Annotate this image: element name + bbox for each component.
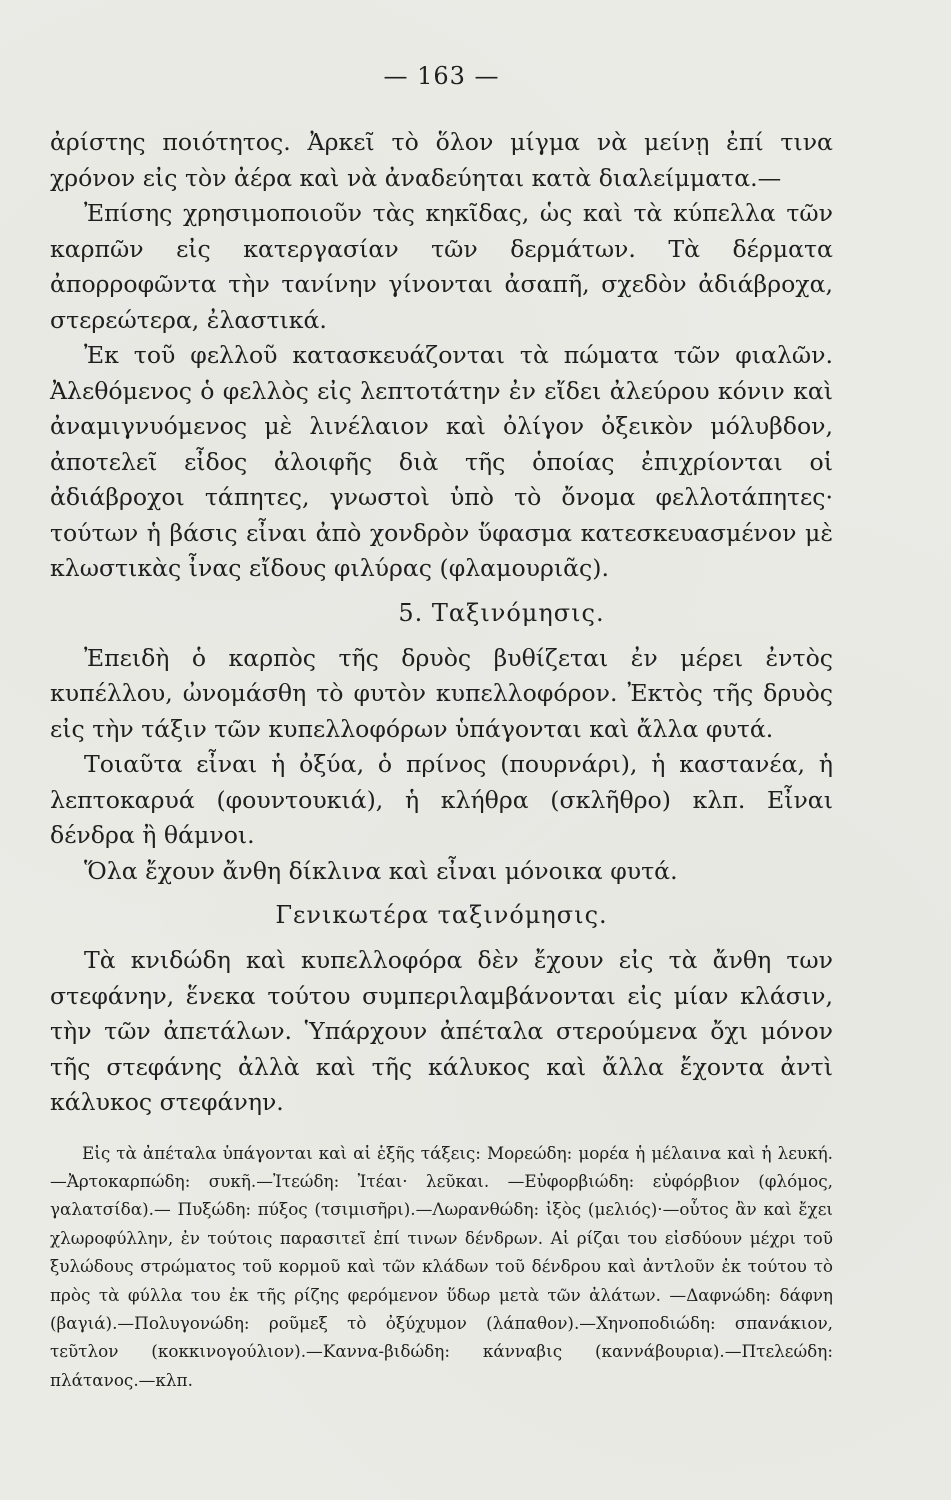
section-5-heading: 5. Ταξινόμησις. <box>398 598 605 627</box>
paragraph-4: Ἐπειδὴ ὁ καρπὸς τῆς δρυὸς βυθίζεται ἐν μέρει ἐντὸς κυπέλλου, ὠνομάσθη τὸ φυτὸν κυπελλοφόρον. Ἐκτὸς τῆς δρυὸς εἰς τὴν τάξιν τῶν κυπελλοφόρων ὑπάγονται καὶ ἄλλα φυτά. <box>50 643 833 743</box>
paragraph-3: Ἐκ τοῦ φελλοῦ κατασκευάζονται τὰ πώματα τῶν φιαλῶν. Ἀλεθόμενος ὁ φελλὸς εἰς λεπτοτάτην ἐν εἴδει ἀλεύρου κόνιν καὶ ἀναμιγνυόμενος μὲ λινέλαιον καὶ ὀλίγον ὀξεικὸν μόλυβδον, ἀποτελεῖ εἶδος ἀλοιφῆς διὰ τῆς ὁποίας ἐπιχρίονται οἱ ἀδιάβροχοι τάπητες, γνωστοὶ ὑπὸ τὸ ὄνομα φελλοτάπητες· τούτων ἡ βάσις εἶναι ἀπὸ χονδρὸν ὕφασμα κατεσκευασμένον μὲ κλωστικὰς ἶνας εἴδους φιλύρας (φλαμουριᾶς). <box>50 341 833 582</box>
general-classification-heading: Γενικωτέρα ταξινόμησις. <box>275 901 608 929</box>
main-text <box>50 125 833 1121</box>
paragraph-6: Ὅλα ἔχουν ἄνθη δίκλινα καὶ εἶναι μόνοικα φυτά. <box>84 856 678 885</box>
page-number: — 163 — <box>383 62 500 90</box>
paragraph-5: Τοιαῦτα εἶναι ἡ ὀξύα, ὁ πρίνος (πουρνάρι), ἡ καστανέα, ἡ λεπτοκαρυά (φουντουκιά), ἡ κλήθρα (σκλῆθρο) κλπ. Εἶναι δένδρα ἢ θάμνοι. <box>50 750 833 849</box>
paragraph-1: ἀρίστης ποιότητος. Ἀρκεῖ τὸ ὅλον μίγμα νὰ μείνῃ ἐπί τινα χρόνον εἰς τὸν ἀέρα καὶ νὰ ἀναδεύηται κατὰ διαλείμματα.— <box>50 128 833 192</box>
footnote: Εἰς τὰ ἀπέταλα ὑπάγονται καὶ αἱ ἑξῆς τάξεις: Μορεώδη: μορέα ἡ μέλαινα καὶ ἡ λευκή.—Ἀρτοκαρπώδη: συκῆ.—Ἰτεώδη: Ἰτέαι· λεῦκαι. —Εὐφορβιώδη: εὐφόρβιον (φλόμος, γαλατσίδα).— Πυξώδη: πύξος (τσιμισῆρι).—Λωρανθώδη: ἰξὸς (μελιός)·—οὗτος ἂν καὶ ἔχει χλωροφύλλην, ἐν τούτοις παρασιτεῖ ἐπί τινων δένδρων. Αἱ ρίζαι του εἰσδύουν μέχρι τοῦ ξυλώδους στρώματος τοῦ κορμοῦ καὶ τῶν κλάδων τοῦ δένδρου καὶ ἀντλοῦν ἐκ τούτου τὸ πρὸς τὰ φύλλα του ἐκ τῆς ρίζης φερόμενον ὕδωρ μετὰ τῶν ἀλάτων. —Δαφνώδη: δάφνη (βαγιά).—Πολυγονώδη: ροῦμεξ τὸ ὀξύχυμον (λάπαθον).—Χηνοποδιώδη: σπανάκιον, τεῦτλον (κοκκινογούλιον).—Καννα-βιδώδη: κάνναβις (καννάβουρια).—Πτελεώδη: πλάτανος.—κλπ. <box>50 1142 833 1390</box>
paragraph-2: Ἐπίσης χρησιμοποιοῦν τὰς κηκῖδας, ὡς καὶ τὰ κύπελλα τῶν καρπῶν εἰς κατεργασίαν τῶν δερμάτων. Τὰ δέρματα ἀπορροφῶντα τὴν τανίνην γίνονται ἀσαπῆ, σχεδὸν ἀδιάβροχα, στερεώτερα, ἐλαστικά. <box>50 199 833 334</box>
paragraph-7: Τὰ κνιδώδη καὶ κυπελλοφόρα δὲν ἔχουν εἰς τὰ ἄνθη των στεφάνην, ἕνεκα τούτου συμπεριλαμβάνονται εἰς μίαν κλάσιν, τὴν τῶν ἀπετάλων. Ὑπάρχουν ἀπέταλα στερούμενα ὄχι μόνον τῆς στεφάνης ἀλλὰ καὶ τῆς κάλυκος καὶ ἄλλα ἔχοντα ἀντὶ κάλυκος στεφάνην. <box>50 946 833 1116</box>
